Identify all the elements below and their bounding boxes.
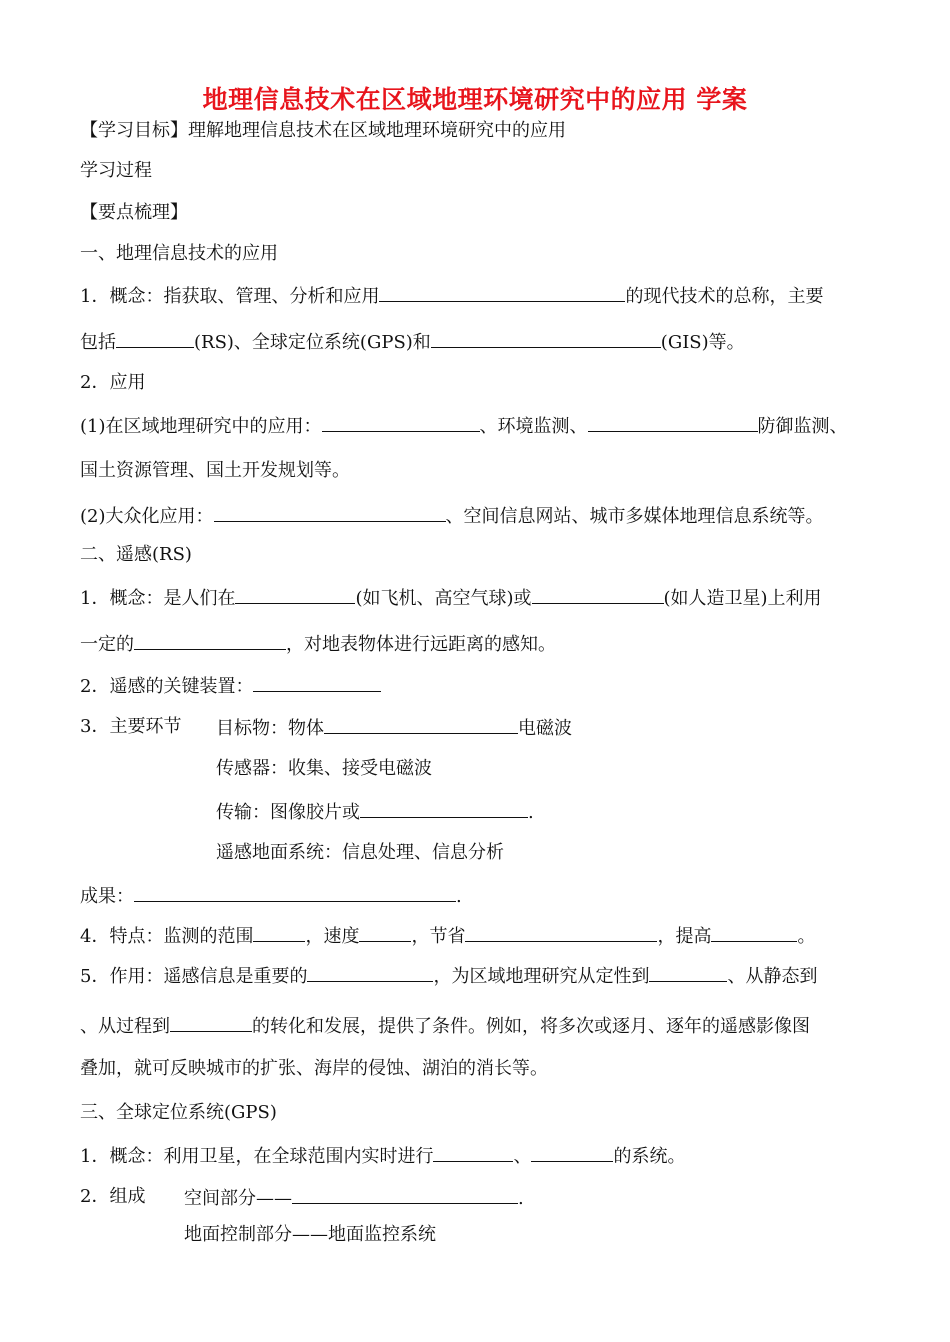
fill-blank[interactable] xyxy=(324,714,518,734)
text: 2．遥感的关键装置： xyxy=(80,676,254,697)
fill-blank[interactable] xyxy=(253,672,381,692)
fill-blank[interactable] xyxy=(359,922,411,942)
text: 防御监测、 xyxy=(757,416,848,437)
s2-concept-line-2 xyxy=(80,630,556,658)
s3-ground-part: 地面控制部分——地面监控系统 xyxy=(184,1224,436,1245)
text: 的现代技术的总称，主要 xyxy=(625,286,824,307)
section-1-heading: 一、地理信息技术的应用 xyxy=(80,243,278,264)
text: ，为区域地理研究从定性到 xyxy=(433,966,650,987)
fill-blank[interactable] xyxy=(588,412,758,432)
s2-result xyxy=(80,882,462,910)
page-title: 地理信息技术在区域地理环境研究中的应用 学案 xyxy=(202,85,748,114)
text: 包括 xyxy=(80,332,116,353)
s1-application-heading: 2．应用 xyxy=(80,372,146,393)
text: 空间部分—— xyxy=(184,1188,292,1209)
text: 的系统。 xyxy=(613,1146,686,1167)
fill-blank[interactable] xyxy=(322,412,480,432)
fill-blank[interactable] xyxy=(292,1184,518,1204)
text: ，对地表物体进行远距离的感知。 xyxy=(286,634,556,655)
fill-blank[interactable] xyxy=(360,798,528,818)
s2-step-transfer xyxy=(216,798,534,826)
text: 1．概念：利用卫星，在全球范围内实时进行 xyxy=(80,1146,434,1167)
text: 成果： xyxy=(80,886,134,907)
text: 、空间信息网站、城市多媒体地理信息系统等。 xyxy=(445,506,824,527)
text: . xyxy=(456,886,462,907)
text: 5．作用：遥感信息是重要的 xyxy=(80,966,308,987)
s2-function xyxy=(80,962,817,990)
fill-blank[interactable] xyxy=(431,328,661,348)
objective-text: 理解地理信息技术在区域地理环境研究中的应用 xyxy=(188,120,566,141)
text: 2．组成 xyxy=(80,1186,146,1207)
fill-blank[interactable] xyxy=(307,962,433,982)
s2-main-steps xyxy=(80,714,181,740)
fill-blank[interactable] xyxy=(433,1142,513,1162)
s2-step-sensor: 传感器：收集、接受电磁波 xyxy=(216,758,432,779)
fill-blank[interactable] xyxy=(379,282,625,302)
text: (2)大众化应用： xyxy=(80,506,214,527)
fill-blank[interactable] xyxy=(134,630,286,650)
text: ，速度 xyxy=(305,926,360,947)
text: 传输：图像胶片或 xyxy=(216,802,360,823)
fill-blank[interactable] xyxy=(531,1142,613,1162)
text: 1．概念：指获取、管理、分析和应用 xyxy=(80,286,380,307)
text: 4．特点：监测的范围 xyxy=(80,926,254,947)
key-points-heading: 【要点梳理】 xyxy=(80,202,188,223)
fill-blank[interactable] xyxy=(253,922,305,942)
s2-step-target xyxy=(216,714,572,742)
fill-blank[interactable] xyxy=(235,584,355,604)
s2-function-3: 叠加，就可反映城市的扩张、海岸的侵蚀、湖泊的消长等。 xyxy=(80,1058,548,1079)
text: (RS)、全球定位系统(GPS)和 xyxy=(194,332,431,353)
fill-blank[interactable] xyxy=(134,882,456,902)
s2-function-2 xyxy=(80,1012,810,1040)
text: (如人造卫星)上利用 xyxy=(663,588,822,609)
objective-line xyxy=(80,118,566,144)
text: 的转化和发展，提供了条件。例如，将多次或逐月、逐年的遥感影像图 xyxy=(252,1016,810,1037)
text: 一定的 xyxy=(80,634,134,655)
text: 。 xyxy=(797,926,816,947)
text: 、环境监测、 xyxy=(479,416,588,437)
objective-label: 【学习目标】 xyxy=(80,120,188,141)
s3-composition xyxy=(80,1184,145,1210)
s1-concept-line xyxy=(80,282,823,310)
s3-space-part xyxy=(184,1184,524,1212)
s2-step-ground: 遥感地面系统：信息处理、信息分析 xyxy=(216,842,504,863)
s1-application-1 xyxy=(80,412,848,440)
fill-blank[interactable] xyxy=(170,1012,252,1032)
section-3-heading: 三、全球定位系统(GPS) xyxy=(80,1102,277,1123)
text: 、从过程到 xyxy=(80,1016,170,1037)
text: (如飞机、高空气球)或 xyxy=(355,588,532,609)
text: . xyxy=(518,1188,524,1209)
text: (1)在区域地理研究中的应用： xyxy=(80,416,322,437)
fill-blank[interactable] xyxy=(711,922,797,942)
process-heading: 学习过程 xyxy=(80,160,152,181)
s1-concept-line-2 xyxy=(80,328,745,356)
s2-concept-line xyxy=(80,584,822,612)
text: 电磁波 xyxy=(518,718,572,739)
text: 3．主要环节 xyxy=(80,716,182,737)
section-2-heading: 二、遥感(RS) xyxy=(80,544,192,565)
text: 1．概念：是人们在 xyxy=(80,588,236,609)
text: 、 xyxy=(513,1146,532,1167)
fill-blank[interactable] xyxy=(214,502,446,522)
s2-features xyxy=(80,922,815,950)
fill-blank[interactable] xyxy=(649,962,727,982)
text: . xyxy=(528,802,534,823)
s1-application-2 xyxy=(80,502,824,530)
text: ，节省 xyxy=(411,926,466,947)
fill-blank[interactable] xyxy=(532,584,664,604)
text: 、从静态到 xyxy=(727,966,818,987)
fill-blank[interactable] xyxy=(465,922,657,942)
text: (GIS)等。 xyxy=(660,332,745,353)
s3-concept xyxy=(80,1142,685,1170)
s2-key-device xyxy=(80,672,381,700)
text: 目标物：物体 xyxy=(216,718,324,739)
fill-blank[interactable] xyxy=(116,328,194,348)
s1-application-1-cont: 国土资源管理、国土开发规划等。 xyxy=(80,460,350,481)
text: ，提高 xyxy=(657,926,712,947)
